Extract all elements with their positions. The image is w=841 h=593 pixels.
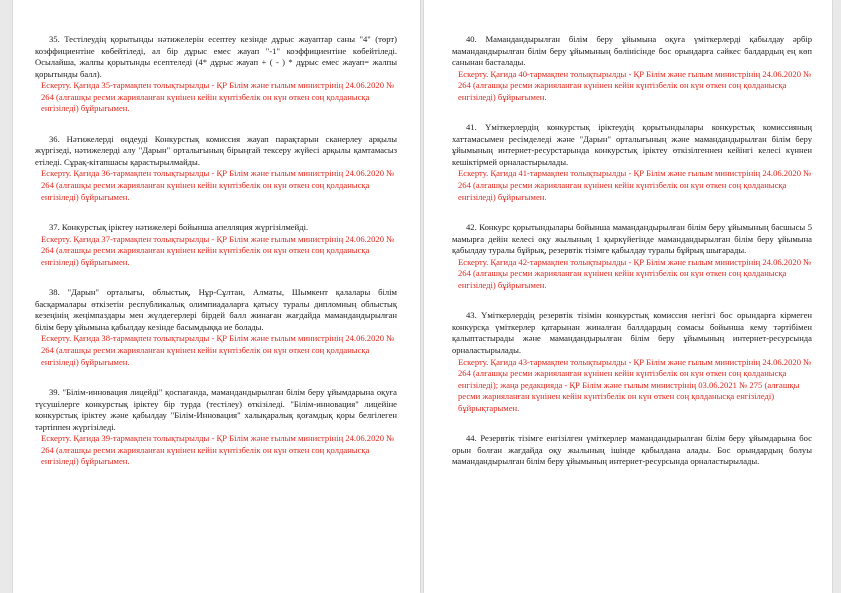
amendment-note: Ескерту. Қағида 39-тармақпен толықтырылды - ҚР Білім және ғылым министрінің 24.06.2020 № 264 (алғашқы ресми жарияланған күнінен кейін күнтізбелік он күн өткен соң қолданысқа енгізіледі) бұйрығымен.	[41, 433, 395, 467]
paragraph-42	[452, 222, 812, 291]
paragraph-text: 41. Үміткерлердің конкурстық іріктеудің қорытындылары конкурстық комиссияның хаттамасымен ресімделеді және "Дарын" орталығының және мамандандырылған білім беру ұйымының интернет-ресурстарында конкурстық іріктеу өткізілгеннен кейінгі келесі күннен кешіктірмей орналастырылады.	[452, 122, 812, 167]
paragraph-37	[35, 222, 397, 268]
amendment-note: Ескерту. Қағида 42-тармақпен толықтырылды - ҚР Білім және ғылым министрінің 24.06.2020 № 264 (алғашқы ресми жарияланған күнінен кейін күнтізбелік он күн өткен соң қолданысқа енгізіледі) бұйрығымен.	[458, 256, 812, 290]
paragraph-35	[35, 34, 397, 115]
paragraph-36	[35, 134, 397, 203]
paragraph-text: 43. Үміткерлердің резервтік тізімін конкурстық комиссия негізгі бос орындарға кірмеген конкурсқа үміткерлер қатарынан жиналған баллдардың сомасы бойынша кему тәртібімен қалыптастырады және мамандандырылған білім беру ұйымының интернет-ресурсында орналастырылады.	[452, 310, 812, 356]
paragraph-text: 42. Конкурс қорытындылары бойынша мамандандырылған білім беру ұйымының басшысы 5 мамырға дейін келесі оқу жылының 1 қыркүйегінде мамандандырылған білім беру ұйымына қабылдау туралы бұйрық, резервтік тізімге қабылдау туралы бұйрық шығарады.	[452, 222, 812, 256]
paragraph-text: 36. Нәтижелерді өңдеуді Конкурстық комиссия жауап парақтарын сканерлеу арқылы жүргізеді, нәтижелерді алу "Дарын" орталығының бірыңғай тексеру жүйесі арқылы қамтамасыз етіледі. Сұрақ-кітапшасы қарастырылмайды.	[35, 133, 397, 167]
document-page-right	[424, 0, 832, 593]
amendment-note: Ескерту. Қағида 37-тармақпен толықтырылды - ҚР Білім және ғылым министрінің 24.06.2020 № 264 (алғашқы ресми жарияланған күнінен кейін күнтізбелік он күн өткен соң қолданысқа енгізіледі) бұйрығымен.	[41, 233, 395, 267]
amendment-note: Ескерту. Қағида 35-тармақпен толықтырылды - ҚР Білім және ғылым министрінің 24.06.2020 № 264 (алғашқы ресми жарияланған күнінен кейін күнтізбелік он күн өткен соң қолданысқа енгізіледі) бұйрығымен.	[41, 80, 395, 114]
paragraph-text: 39. "Білім-инновация лицейді" қоспағанда, мамандандырылған білім беру ұйымдарына оқуға түсушілерге конкурстық іріктеу бір турда (тестілеу) өткізіледі. "Білім-инновация" лицейіне конкурстық іріктеу және қабылдау "Білім-Инновация" халықаралық қоғамдық қоры белгілеген тәртіппен жүргізіледі.	[35, 387, 397, 432]
paragraph-41	[452, 122, 812, 203]
page-content	[452, 34, 812, 487]
paragraph-39	[35, 387, 397, 468]
amendment-note: Ескерту. Қағида 43-тармақпен толықтырылды - ҚР Білім және ғылым министрінің 24.06.2020 № 264 (алғашқы ресми жарияланған күнінен кейін күнтізбелік он күн өткен соң қолданысқа енгізіледі); жаңа редакцияда - ҚР Білім және ғылым министрінің 03.06.2021 № 275 (алғашқы ресми жарияланған күнінен кейін күнтізбелік он күн өткен соң қолданысқа енгізіледі) бұйрықтарымен.	[458, 356, 812, 413]
amendment-note: Ескерту. Қағида 38-тармақпен толықтырылды - ҚР Білім және ғылым министрінің 24.06.2020 № 264 (алғашқы ресми жарияланған күнінен кейін күнтізбелік он күн өткен соң қолданысқа енгізіледі) бұйрығымен.	[41, 333, 395, 367]
paragraph-text: 35. Тестілеудің қорытынды нәтижелерін есептеу кезінде дұрыс жауаптар саны "4" (төрт) коэффициентіне көбейтіледі, ал бір дұрыс емес жауап "-1" коэффициентіне көбейтіледі. Осылайша, жалпы қорытынды есептеледі (4* дұрыс жауап + ( - ) * дұрыс емес жауап= жалпы қорытынды балл).	[35, 34, 397, 79]
paragraph-text: 44. Резервтік тізімге енгізілген үміткерлер мамандандырылған білім беру ұйымдарына бос орын болған жағдайда оқу жылының ішінде қабылдана алады. Бос орындардың болуы мамандандырылған білім беру ұйымының интернет-ресурсында орналастырылады.	[452, 433, 812, 467]
amendment-note: Ескерту. Қағида 36-тармақпен толықтырылды - ҚР Білім және ғылым министрінің 24.06.2020 № 264 (алғашқы ресми жарияланған күнінен кейін күнтізбелік он күн өткен соң қолданысқа енгізіледі) бұйрығымен.	[41, 168, 395, 202]
paragraph-text: 37. Конкурстық іріктеу нәтижелері бойынша апелляция жүргізілмейді.	[49, 222, 309, 233]
amendment-note: Ескерту. Қағида 40-тармақпен толықтырылды - ҚР Білім және ғылым министрінің 24.06.2020 № 264 (алғашқы ресми жарияланған күнінен кейін күнтізбелік он күн өткен соң қолданысқа енгізіледі) бұйрығымен.	[458, 68, 812, 102]
paragraph-43	[452, 310, 812, 414]
amendment-note: Ескерту. Қағида 41-тармақпен толықтырылды - ҚР Білім және ғылым министрінің 24.06.2020 № 264 (алғашқы ресми жарияланған күнінен кейін күнтізбелік он күн өткен соң қолданысқа енгізіледі) бұйрығымен.	[458, 168, 812, 202]
paragraph-38	[35, 287, 397, 368]
document-page-left	[13, 0, 420, 593]
paragraph-40	[452, 34, 812, 103]
paragraph-text: 40. Мамандандырылған білім беру ұйымына оқуға үміткерлерді қабылдау әрбір мамандандырылған білім беру ұйымының бөлінісінде бос орындарға сәйкес балдардың ең көп санынан басталады.	[452, 34, 812, 68]
paragraph-44	[452, 433, 812, 468]
paragraph-text: 38. "Дарын" орталығы, облыстық, Нұр-Сұлтан, Алматы, Шымкент қалалары білім басқармалары өткізетін республикалық олимпиадаларға қатысу туралы дипломның облыстық кезеңінің жеңімпаздары мен жүлдегерлері бірдей балл жинаған жағдайда мамандандырылған білім беру ұйымына қабылдау кезінде басымдыққа ие болады.	[35, 287, 397, 332]
page-content	[35, 34, 397, 487]
